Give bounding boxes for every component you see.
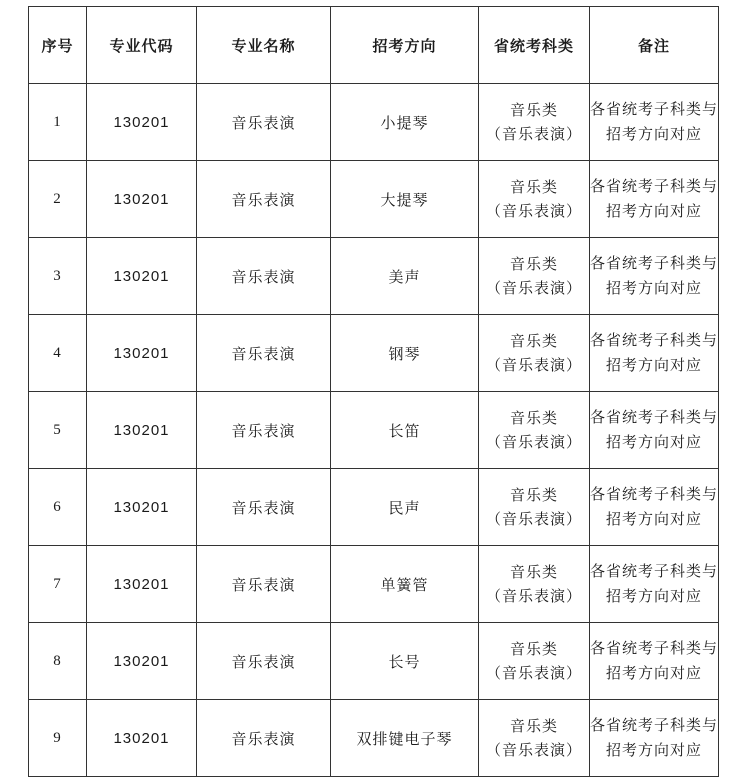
category-sub: （音乐表演） — [485, 664, 582, 682]
category-sub: （音乐表演） — [485, 125, 582, 143]
table-row — [29, 700, 719, 777]
cell-seq: 9 — [29, 700, 87, 777]
category-sub: （音乐表演） — [485, 741, 582, 759]
cell-seq: 8 — [29, 623, 87, 700]
category-main: 音乐类 — [509, 563, 558, 581]
category-sub: （音乐表演） — [485, 587, 582, 605]
table-row — [29, 315, 719, 392]
category-main: 音乐类 — [509, 101, 558, 119]
cell-code: 130201 — [87, 315, 197, 392]
cell-seq: 7 — [29, 546, 87, 623]
cell-code: 130201 — [87, 161, 197, 238]
category-main: 音乐类 — [509, 178, 558, 196]
cell-name: 音乐表演 — [197, 700, 331, 777]
header-direction: 招考方向 — [331, 7, 479, 84]
cell-code: 130201 — [87, 84, 197, 161]
category-sub: （音乐表演） — [485, 279, 582, 297]
category-main: 音乐类 — [509, 486, 558, 504]
cell-category — [479, 315, 590, 392]
table-row — [29, 161, 719, 238]
cell-name: 音乐表演 — [197, 84, 331, 161]
cell-category — [479, 161, 590, 238]
cell-direction: 美声 — [331, 238, 479, 315]
cell-note: 各省统考子科类与招考方向对应 — [590, 238, 719, 315]
cell-name: 音乐表演 — [197, 392, 331, 469]
cell-seq: 1 — [29, 84, 87, 161]
cell-code: 130201 — [87, 469, 197, 546]
cell-note: 各省统考子科类与招考方向对应 — [590, 392, 719, 469]
category-main: 音乐类 — [509, 717, 558, 735]
header-name: 专业名称 — [197, 7, 331, 84]
cell-note: 各省统考子科类与招考方向对应 — [590, 469, 719, 546]
table-row — [29, 238, 719, 315]
category-main: 音乐类 — [509, 640, 558, 658]
category-sub: （音乐表演） — [485, 510, 582, 528]
header-category: 省统考科类 — [479, 7, 590, 84]
table-row — [29, 546, 719, 623]
cell-direction: 大提琴 — [331, 161, 479, 238]
category-sub: （音乐表演） — [485, 202, 582, 220]
cell-category — [479, 700, 590, 777]
cell-code: 130201 — [87, 700, 197, 777]
header-row — [29, 7, 719, 84]
cell-direction: 长号 — [331, 623, 479, 700]
cell-code: 130201 — [87, 238, 197, 315]
cell-note: 各省统考子科类与招考方向对应 — [590, 84, 719, 161]
cell-note: 各省统考子科类与招考方向对应 — [590, 315, 719, 392]
header-code: 专业代码 — [87, 7, 197, 84]
cell-direction: 长笛 — [331, 392, 479, 469]
category-main: 音乐类 — [509, 332, 558, 350]
cell-name: 音乐表演 — [197, 546, 331, 623]
cell-direction: 双排键电子琴 — [331, 700, 479, 777]
cell-name: 音乐表演 — [197, 315, 331, 392]
cell-name: 音乐表演 — [197, 238, 331, 315]
cell-category — [479, 392, 590, 469]
cell-direction: 小提琴 — [331, 84, 479, 161]
table-row — [29, 623, 719, 700]
category-sub: （音乐表演） — [485, 356, 582, 374]
cell-seq: 4 — [29, 315, 87, 392]
cell-seq: 2 — [29, 161, 87, 238]
cell-seq: 6 — [29, 469, 87, 546]
cell-seq: 5 — [29, 392, 87, 469]
header-note: 备注 — [590, 7, 719, 84]
cell-seq: 3 — [29, 238, 87, 315]
cell-code: 130201 — [87, 392, 197, 469]
cell-direction: 单簧管 — [331, 546, 479, 623]
table-row — [29, 469, 719, 546]
cell-direction: 钢琴 — [331, 315, 479, 392]
major-table — [28, 6, 719, 777]
category-sub: （音乐表演） — [485, 433, 582, 451]
cell-name: 音乐表演 — [197, 161, 331, 238]
table-row — [29, 84, 719, 161]
cell-category — [479, 546, 590, 623]
category-main: 音乐类 — [509, 255, 558, 273]
table-row — [29, 392, 719, 469]
cell-code: 130201 — [87, 623, 197, 700]
cell-name: 音乐表演 — [197, 623, 331, 700]
cell-category — [479, 623, 590, 700]
cell-note: 各省统考子科类与招考方向对应 — [590, 700, 719, 777]
cell-note: 各省统考子科类与招考方向对应 — [590, 623, 719, 700]
cell-note: 各省统考子科类与招考方向对应 — [590, 161, 719, 238]
header-seq: 序号 — [29, 7, 87, 84]
cell-category — [479, 469, 590, 546]
cell-category — [479, 238, 590, 315]
category-main: 音乐类 — [509, 409, 558, 427]
cell-direction: 民声 — [331, 469, 479, 546]
cell-category — [479, 84, 590, 161]
cell-code: 130201 — [87, 546, 197, 623]
cell-note: 各省统考子科类与招考方向对应 — [590, 546, 719, 623]
cell-name: 音乐表演 — [197, 469, 331, 546]
